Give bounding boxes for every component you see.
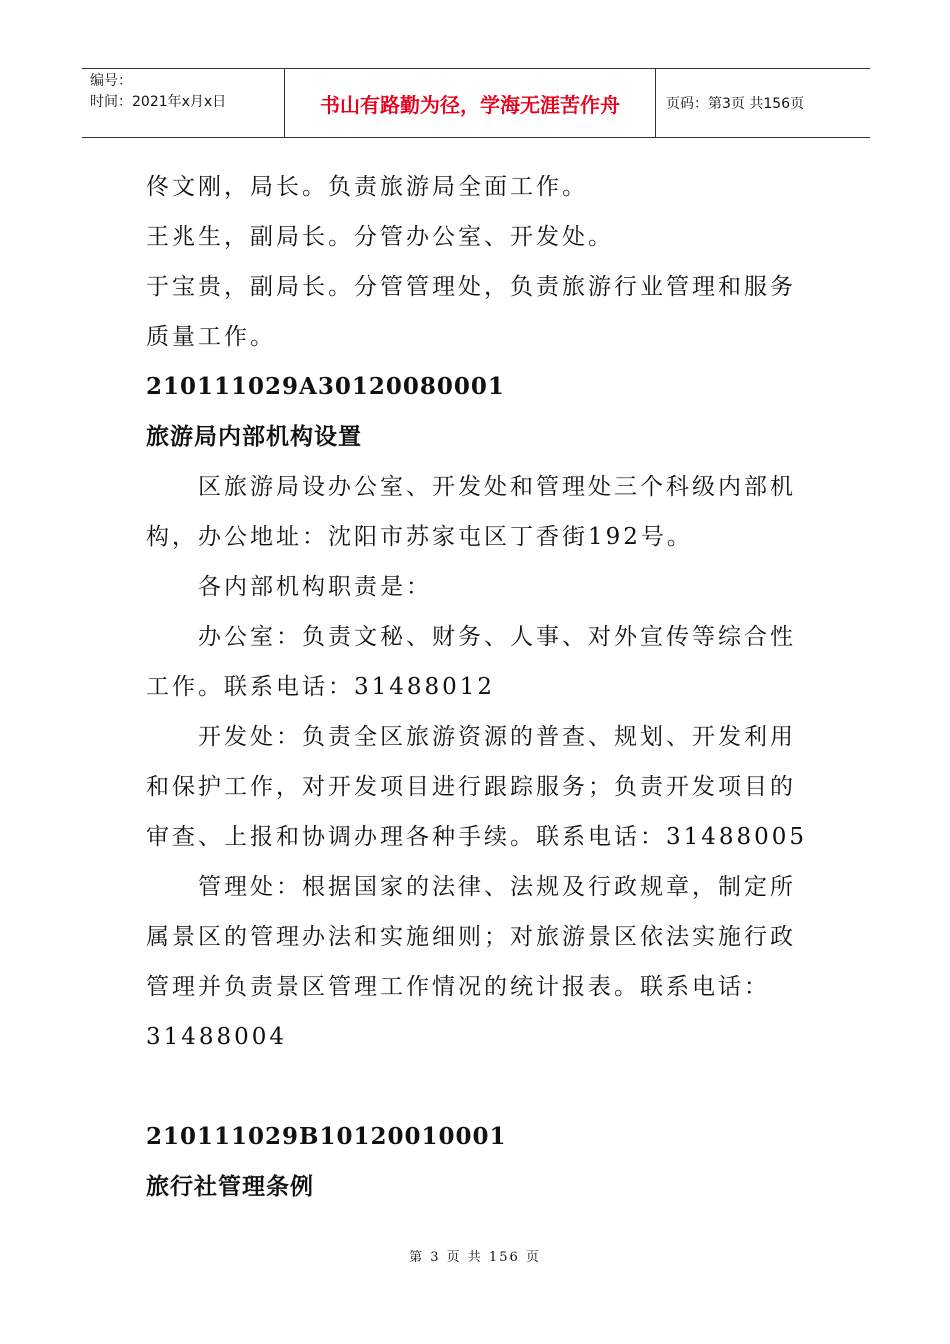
paragraph-line: 佟文刚，局长。负责旅游局全面工作。: [146, 174, 588, 200]
paragraph-line: 质量工作。: [146, 324, 276, 350]
page-footer: 第 3 页 共 156 页: [409, 1250, 541, 1265]
paragraph-line: 和保护工作，对开发项目进行跟踪服务；负责开发项目的: [146, 774, 796, 800]
paragraph-line: 王兆生，副局长。分管办公室、开发处。: [146, 224, 614, 250]
paragraph-line: 各内部机构职责是：: [198, 574, 432, 600]
section-code: 210111029B10120010001: [146, 1123, 507, 1150]
paragraph-line: 区旅游局设办公室、开发处和管理处三个科级内部机: [198, 474, 796, 500]
document-number-label: 编号：: [90, 73, 132, 89]
paragraph-line: 开发处：负责全区旅游资源的普查、规划、开发利用: [198, 724, 796, 750]
paragraph-line: 办公室：负责文秘、财务、人事、对外宣传等综合性: [198, 624, 796, 650]
header-page-info: 页码：第3页 共156页: [666, 96, 805, 112]
document-body: [146, 162, 816, 1212]
paragraph-line: 工作。联系电话：31488012: [146, 674, 496, 700]
paragraph-line: 31488004: [146, 1024, 288, 1050]
paragraph-line: 于宝贵，副局长。分管管理处，负责旅游行业管理和服务: [146, 274, 796, 300]
paragraph-line: 管理处：根据国家的法律、法规及行政规章，制定所: [198, 874, 796, 900]
page-header: [82, 68, 870, 138]
document-time-label: 时间：2021年x月x日: [90, 94, 227, 110]
paragraph-line: 审查、上报和协调办理各种手续。联系电话：31488005: [146, 824, 808, 850]
header-motto: 书山有路勤为径，学海无涯苦作舟: [284, 69, 656, 137]
section-heading: 旅行社管理条例: [146, 1173, 314, 1200]
blank-line: [146, 1062, 816, 1112]
paragraph-line: 管理并负责景区管理工作情况的统计报表。联系电话：: [146, 974, 770, 1000]
paragraph-line: 属景区的管理办法和实施细则；对旅游景区依法实施行政: [146, 924, 796, 950]
paragraph-line: 构，办公地址：沈阳市苏家屯区丁香街192号。: [146, 524, 693, 550]
header-meta: [82, 69, 284, 137]
section-code: 210111029A30120080001: [146, 373, 505, 400]
section-heading: 旅游局内部机构设置: [146, 423, 362, 450]
